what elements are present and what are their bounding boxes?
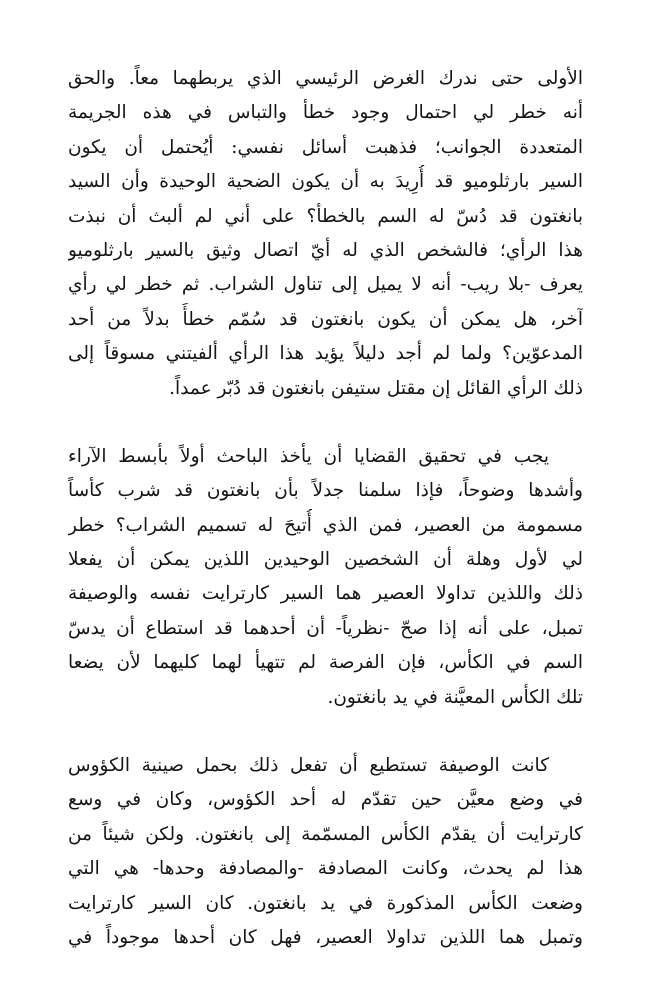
text-line: في وضع معيَّن حين تقدّم له أحد الكؤوس، وكان في وسع: [68, 789, 583, 811]
text-line: المدعوّين؟ ولما لم أجد دليلاً يؤيد هذا الرأي ألفيتني مسوقاً إلى: [68, 343, 583, 365]
text-line: الأولى حتى ندرك الغرض الرئيسي الذي يربطهما معاً. والحق: [68, 68, 583, 89]
text-line: يعرف -بلا ريب- أنه لا يميل إلى تناول الشراب. ثم خطر لي رأي: [68, 274, 583, 296]
text-line: ذلك الرأي القائل إن مقتل ستيفن بانغتون قد دُبّر عمداً.: [169, 377, 583, 399]
paragraph-2: [68, 440, 583, 715]
text-line: كانت الوصيفة تستطيع أن تفعل ذلك بحمل صينية الكؤوس: [68, 755, 549, 777]
text-line: كارترايت أن يقدّم الكأس المسمّمة إلى بانغتون. ولكن شيئاً من: [68, 823, 583, 845]
paragraph-1: [68, 62, 583, 406]
text-line: وضعت الكأس المذكورة في يد بانغتون. كان السير كارترايت: [68, 892, 583, 914]
text-line: مسمومة من العصير، فمن الذي أُتيحَ له تسميم الشراب؟ خطر: [68, 514, 583, 536]
text-line: وتمبل هما اللذين تداولا العصير، فهل كان أحدها موجوداً في: [68, 926, 583, 948]
text-line: تمبل، على أنه إذا صحّ -نظرياً- أن أحدهما قد استطاع أن يدسّ: [68, 617, 583, 639]
paragraph-spacer: [68, 406, 583, 440]
text-line: لي لأول وهلة أن الشخصين الوحيدين اللذين يمكن أن يفعلا: [68, 549, 583, 571]
text-line: المتعددة الجوانب؛ فذهبت أسائل نفسي: أيُحتمل أن يكون: [68, 136, 583, 158]
text-line: وأشدها وضوحاً، فإذا سلمنا جدلاً بأن بانغتون قد شرب كأساً: [68, 480, 583, 502]
text-line: السير بارثلوميو قد أُرِيدَ به أن يكون الضحية الوحيدة وأن السيد: [68, 171, 583, 193]
text-line: تلك الكأس المعيَّنة في يد بانغتون.: [327, 686, 583, 708]
text-line: هذا لم يحدث، وكانت المصادفة -والمصادفة وحدها- هي التي: [68, 858, 583, 880]
text-line: هذا الرأي؛ فالشخص الذي له أيّ اتصال وثيق بالسير بارثلوميو: [68, 239, 583, 261]
text-line: بانغتون قد دُسّ له السم بالخطأ؟ على أني لم ألبث أن نبذت: [68, 205, 583, 227]
paragraph-3: [68, 749, 583, 955]
paragraph-spacer: [68, 715, 583, 749]
text-line: السم في الكأس، فإن الفرصة لم تتهيأ لهما كليهما لأن يضعا: [68, 652, 583, 674]
text-line: ذلك واللذين تداولا العصير هما السير كارترايت نفسه والوصيفة: [68, 583, 583, 605]
text-line: أنه خطر لي احتمال وجود خطأ والتباس في هذه الجريمة: [68, 102, 583, 124]
text-line: آخر، هل يمكن أن يكون بانغتون قد سُمّم خطأً بدلاً من أحد: [68, 308, 583, 330]
text-line: يجب في تحقيق القضايا أن يأخذ الباحث أولاً بأبسط الآراء: [68, 445, 549, 467]
